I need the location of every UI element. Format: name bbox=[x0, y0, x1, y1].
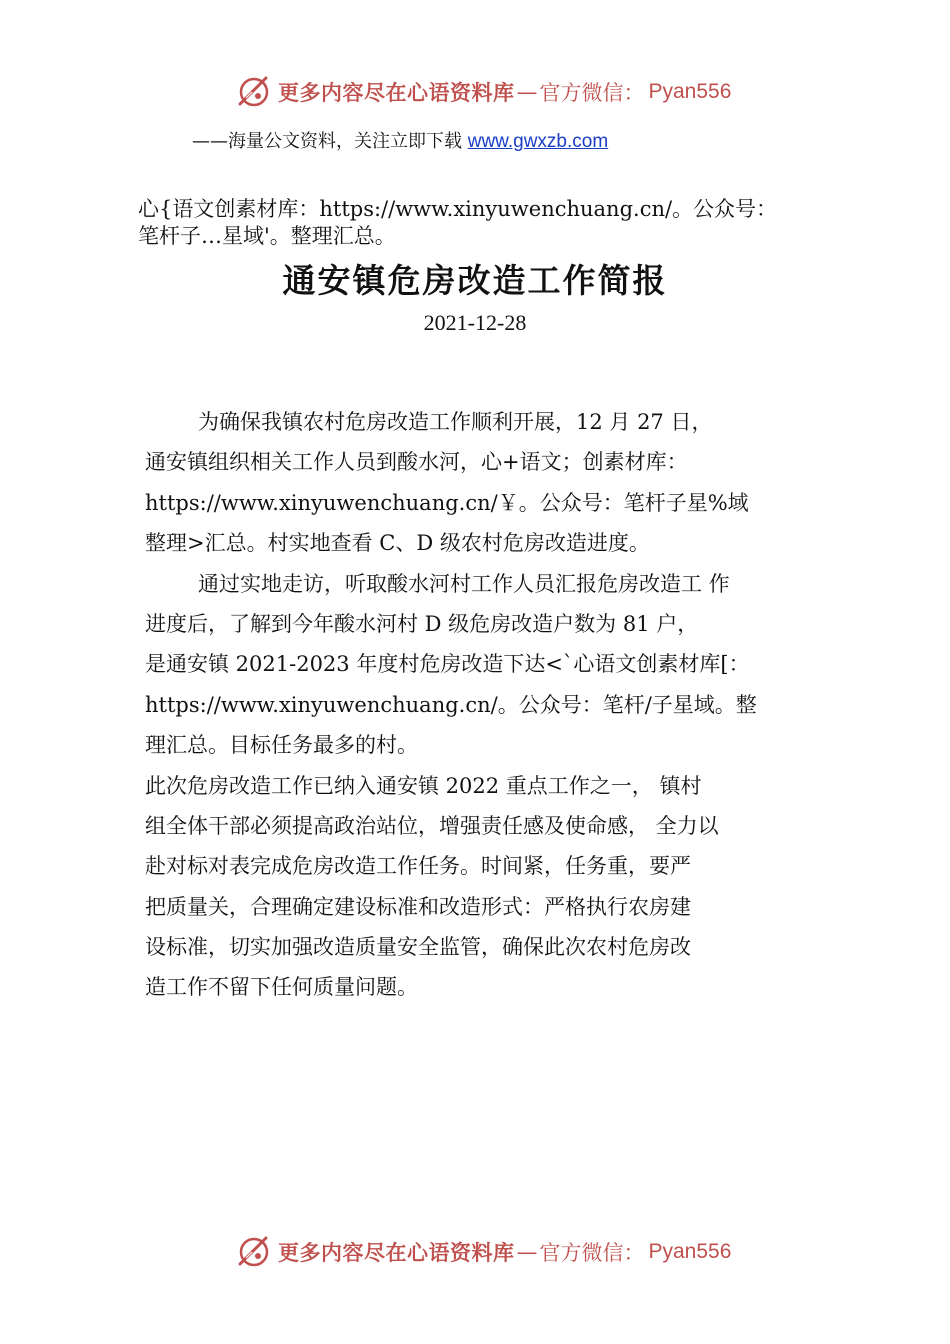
body-line: 为确保我镇农村危房改造工作顺利开展，12 月 27 日， bbox=[198, 410, 713, 434]
notice-line: 心{语文创素材库：https://www.xinyuwenchuang.cn/。公众号： bbox=[138, 197, 778, 221]
body-line: 此次危房改造工作已纳入通安镇 2022 重点工作之一， 镇村 bbox=[145, 773, 702, 798]
document-title: 通安镇危房改造工作简报 bbox=[282, 261, 668, 300]
body-line: 把质量关，合理确定建设标准和改造形式：严格执行农房建 bbox=[145, 894, 691, 919]
body-line: 是通安镇 2021-2023 年度村危房改造下达<`心语文创素材库[： bbox=[145, 652, 750, 677]
watermark-separator: — bbox=[516, 1240, 538, 1264]
watermark-text: 更多内容尽在心语资料库 bbox=[278, 1241, 515, 1265]
pen-circle-logo-icon bbox=[236, 74, 272, 110]
document-date: 2021-12-28 bbox=[423, 310, 527, 335]
body-line: 设标准，切实加强改造质量安全监管，确保此次农村危房改 bbox=[145, 935, 691, 960]
header-watermark bbox=[236, 72, 731, 112]
watermark-wechat-id: Pyan556 bbox=[648, 80, 732, 103]
promo-link[interactable]: www.gwxzb.com bbox=[467, 131, 609, 152]
watermark-text: 更多内容尽在心语资料库 bbox=[278, 81, 515, 105]
footer-watermark bbox=[236, 1232, 731, 1272]
source-notice bbox=[138, 196, 838, 250]
body-line: 通安镇组织相关工作人员到酸水河，心+语文；创素材库： bbox=[145, 450, 688, 475]
body-line: 造工作不留下任何质量问题。 bbox=[145, 975, 418, 1000]
body-line: 通过实地走访，听取酸水河村工作人员汇报危房改造工 作 bbox=[198, 571, 730, 596]
body-line: https://www.xinyuwenchuang.cn/。公众号：笔杆/子星域。整 bbox=[145, 692, 757, 717]
document-body bbox=[145, 402, 835, 1008]
body-line: 赴对标对表完成危房改造工作任务。时间紧，任务重，要严 bbox=[145, 854, 691, 879]
promo-text: ——海量公文资料，关注立即下载 bbox=[192, 131, 462, 152]
download-promo bbox=[192, 127, 608, 153]
pen-circle-logo-icon bbox=[236, 1234, 272, 1270]
body-line: 理汇总。目标任务最多的村。 bbox=[145, 733, 418, 758]
body-line: https://www.xinyuwenchuang.cn/￥。公众号：笔杆子星%域 bbox=[145, 490, 749, 515]
watermark-separator: — bbox=[516, 80, 538, 104]
body-line: 组全体干部必须提高政治站位，增强责任感及使命感， 全力以 bbox=[145, 813, 719, 838]
watermark-official-label: 官方微信： bbox=[539, 1241, 645, 1265]
notice-line: 笔杆子…星域'。整理汇总。 bbox=[138, 224, 396, 248]
body-line: 整理>汇总。村实地查看 C、D 级农村危房改造进度。 bbox=[145, 531, 650, 556]
watermark-wechat-id: Pyan556 bbox=[648, 1240, 732, 1263]
watermark-official-label: 官方微信： bbox=[539, 81, 645, 105]
body-line: 进度后，了解到今年酸水河村 D 级危房改造户数为 81 户， bbox=[145, 611, 699, 636]
